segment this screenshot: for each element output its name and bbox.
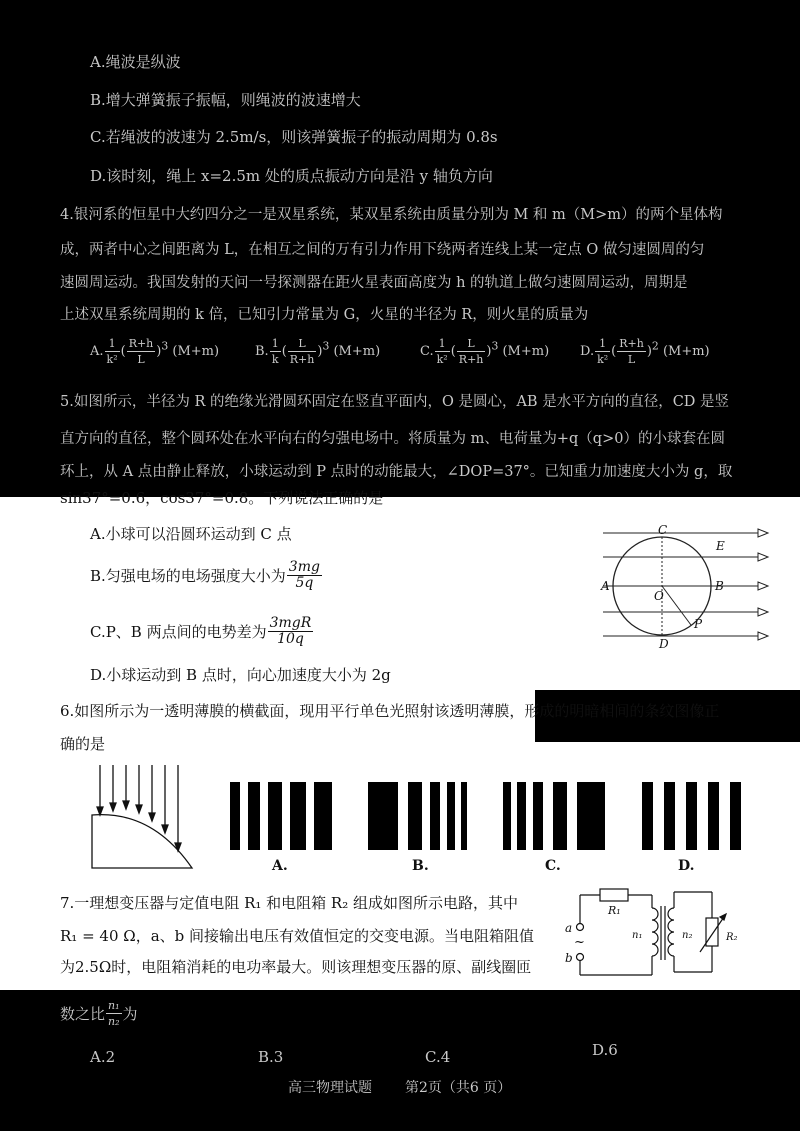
q4-option-a: A. $\frac{1}{\text{k²}}$ ( $\frac{R+h}{L}$ )$^3$ (M+m) bbox=[90, 337, 220, 366]
q4-line4: 上述双星系统周期的 k 倍，已知引力常量为 G，火星的半径为 R，则火星的质量为 bbox=[60, 307, 589, 323]
q5-line4: sin37°=0.6，cos37°=0.8。下列说法正确的是 bbox=[60, 489, 384, 507]
q5-option-d: D.小球运动到 B 点时，向心加速度大小为 2g bbox=[90, 666, 391, 684]
q3-option-b: B.增大弹簧振子振幅，则绳波的波速增大 bbox=[90, 91, 361, 109]
q4-c-tail: (M+m) bbox=[502, 344, 550, 359]
q5-option-b-num: 3mg bbox=[288, 559, 320, 575]
q5-option-c-den: 10q bbox=[277, 631, 304, 647]
q3-option-a: A.绳波是纵波 bbox=[90, 53, 181, 71]
q5-option-b-den: 5q bbox=[295, 575, 314, 591]
q4-option-b: B. $\frac{1}{k}$ ( $\frac{L}{R+h}$ )$^3$ (M+m) bbox=[255, 337, 381, 366]
secondary-coil bbox=[668, 908, 674, 956]
q7-ratio-den: n₂ bbox=[108, 1015, 120, 1028]
fringe-label-b: B. bbox=[412, 858, 429, 874]
q5-line1: 5.如图所示，半径为 R 的绝缘光滑圆环固定在竖直平面内，O 是圆心，AB 是水平方向的直径，CD 是竖 bbox=[60, 394, 730, 410]
q4-option-d: D. $\frac{1}{\text{k²}}$ ( $\frac{R+h}{L}$ )$^2$ (M+m) bbox=[580, 337, 710, 366]
q6-line2: 确的是 bbox=[60, 735, 106, 753]
q7-line4-pre: 数之比 bbox=[60, 1005, 106, 1023]
q5-option-b-text: B.匀强电场的电场强度大小为 bbox=[90, 567, 286, 585]
q7-option-a: A.2 bbox=[90, 1048, 116, 1066]
q4-d-coef-den: k² bbox=[597, 353, 609, 366]
q4-option-c: C. $\frac{1}{\text{k²}}$ ( $\frac{L}{R+h}$ )$^3$ (M+m) bbox=[420, 337, 550, 366]
q4-b-in-den: R+h bbox=[289, 353, 315, 366]
q4-option-d-label: D. bbox=[580, 344, 595, 359]
primary-coil bbox=[652, 908, 658, 956]
q7-option-d: D.6 bbox=[592, 1041, 618, 1059]
terminal-b bbox=[577, 954, 584, 961]
q7-transformer-circuit bbox=[560, 880, 760, 985]
label-r2: R₂ bbox=[726, 932, 738, 943]
label-b: b bbox=[565, 951, 573, 965]
q4-a-in-num: R+h bbox=[128, 337, 154, 350]
q3-option-c: C.若绳波的波速为 2.5m/s，则该弹簧振子的振动周期为 0.8s bbox=[90, 128, 498, 146]
footer-title: 高三物理试题 bbox=[288, 1080, 372, 1096]
q4-b-coef-num: 1 bbox=[271, 337, 279, 350]
q4-c-coef-num: 1 bbox=[435, 336, 450, 352]
q5-option-c-text: C.P、B 两点间的电势差为 bbox=[90, 623, 267, 641]
q4-a-in-den: L bbox=[137, 353, 145, 366]
terminal-a bbox=[577, 924, 584, 931]
q4-b-tail: (M+m) bbox=[333, 344, 381, 359]
q7-line4 bbox=[60, 998, 138, 1029]
q5-option-c-num: 3mgR bbox=[269, 615, 312, 631]
label-r1: R₁ bbox=[608, 904, 621, 917]
q7-line1: 7.一理想变压器与定值电阻 R₁ 和电阻箱 R₂ 组成如图所示电路，其中 bbox=[60, 894, 519, 912]
q4-line2: 成，两者中心之间距离为 L，在相互之间的万有引力作用下绕两者连线上某一定点 O 做匀速圆周的匀 bbox=[60, 242, 705, 258]
r1-resistor bbox=[600, 889, 628, 901]
q4-option-b-label: B. bbox=[255, 344, 269, 359]
q3-option-d: D.该时刻，绳上 x=2.5m 处的质点振动方向是沿 y 轴负方向 bbox=[90, 167, 493, 185]
fig-label-e: E bbox=[716, 539, 725, 553]
r2-resistor-box bbox=[706, 918, 718, 946]
fig-label-b: B bbox=[715, 579, 724, 593]
q4-d-in-den: L bbox=[627, 353, 636, 366]
q4-c-coef-den: k² bbox=[436, 353, 448, 366]
fig-label-p: P bbox=[694, 617, 703, 631]
fringe-label-c: C. bbox=[545, 858, 561, 874]
q4-option-a-label: A. bbox=[90, 344, 104, 359]
q4-d-in-num: R+h bbox=[619, 337, 644, 350]
footer-page-number: 第2页（共6 页） bbox=[405, 1080, 512, 1096]
q4-b-in-num: L bbox=[288, 336, 317, 352]
field-arrow-5 bbox=[758, 632, 768, 640]
fringe-label-d: D. bbox=[678, 858, 695, 874]
radius-op bbox=[662, 586, 691, 625]
fig-label-o: O bbox=[654, 589, 664, 603]
fig-label-c: C bbox=[658, 523, 668, 537]
label-n2: n₂ bbox=[682, 930, 693, 941]
fig-label-a: A bbox=[601, 579, 610, 593]
q7-option-c: C.4 bbox=[425, 1048, 451, 1066]
q5-option-b bbox=[90, 560, 323, 591]
film-cross-section bbox=[92, 815, 192, 868]
q4-options bbox=[90, 336, 790, 380]
q4-line3: 速圆周运动。我国发射的天问一号探测器在距火星表面高度为 h 的轨道上做匀速圆周运动，周期是 bbox=[60, 275, 688, 291]
fringe-pattern-b[interactable] bbox=[368, 782, 470, 850]
field-arrow-2 bbox=[758, 553, 768, 561]
q4-a-coef-den: k² bbox=[106, 353, 118, 366]
q5-field-circle-figure bbox=[598, 520, 773, 650]
q4-d-tail: (M+m) bbox=[662, 344, 710, 359]
q4-d-coef-num: 1 bbox=[595, 336, 610, 352]
q7-ratio-num: n₁ bbox=[108, 999, 120, 1012]
q6-line1: 6.如图所示为一透明薄膜的横截面，现用平行单色光照射该透明薄膜，形成的明暗相间的条纹图像正 bbox=[60, 702, 720, 720]
q7-line3: 为2.5Ω时，电阻箱消耗的电功率最大。则该理想变压器的原、副线圈匝 bbox=[60, 958, 532, 976]
q5-option-c bbox=[90, 616, 314, 647]
fringe-pattern-d[interactable] bbox=[642, 782, 742, 850]
q4-b-coef-den: k bbox=[271, 353, 279, 366]
field-arrow-4 bbox=[758, 608, 768, 616]
q6-film-figure bbox=[82, 765, 202, 873]
label-n1: n₁ bbox=[632, 930, 643, 941]
field-arrow-1 bbox=[758, 529, 768, 537]
fringe-pattern-a[interactable] bbox=[230, 782, 332, 850]
q4-a-tail: (M+m) bbox=[172, 344, 220, 359]
q5-option-a: A.小球可以沿圆环运动到 C 点 bbox=[90, 525, 292, 543]
q5-line3: 环上，从 A 点由静止释放，小球运动到 P 点时的动能最大，∠DOP=37°。已知重力加速度大小为 g，取 bbox=[60, 464, 733, 480]
fig-label-d: D bbox=[659, 637, 669, 650]
field-arrow-3 bbox=[758, 582, 768, 590]
q7-line4-post: 为 bbox=[122, 1005, 138, 1023]
q4-c-in-den: R+h bbox=[458, 353, 484, 366]
q4-option-c-label: C. bbox=[420, 344, 434, 359]
q7-line2: R₁ = 40 Ω，a、b 间接输出电压有效值恒定的交变电源。当电阻箱阻值 bbox=[60, 927, 535, 945]
q7-option-b: B.3 bbox=[258, 1048, 284, 1066]
q4-line1: 4.银河系的恒星中大约四分之一是双星系统，某双星系统由质量分别为 M 和 m（M>m）的两个星体构 bbox=[60, 207, 723, 223]
fringe-label-a: A. bbox=[272, 858, 288, 874]
fringe-pattern-c[interactable] bbox=[503, 782, 605, 850]
q4-c-in-num: L bbox=[457, 336, 486, 352]
label-a: a bbox=[565, 921, 573, 935]
label-ac-source: ~ bbox=[574, 935, 585, 950]
q4-a-coef-num: 1 bbox=[105, 336, 120, 352]
q5-line2: 直方向的直径，整个圆环处在水平向右的匀强电场中。将质量为 m、电荷量为+q（q>0）的小球套在圆 bbox=[60, 431, 725, 447]
